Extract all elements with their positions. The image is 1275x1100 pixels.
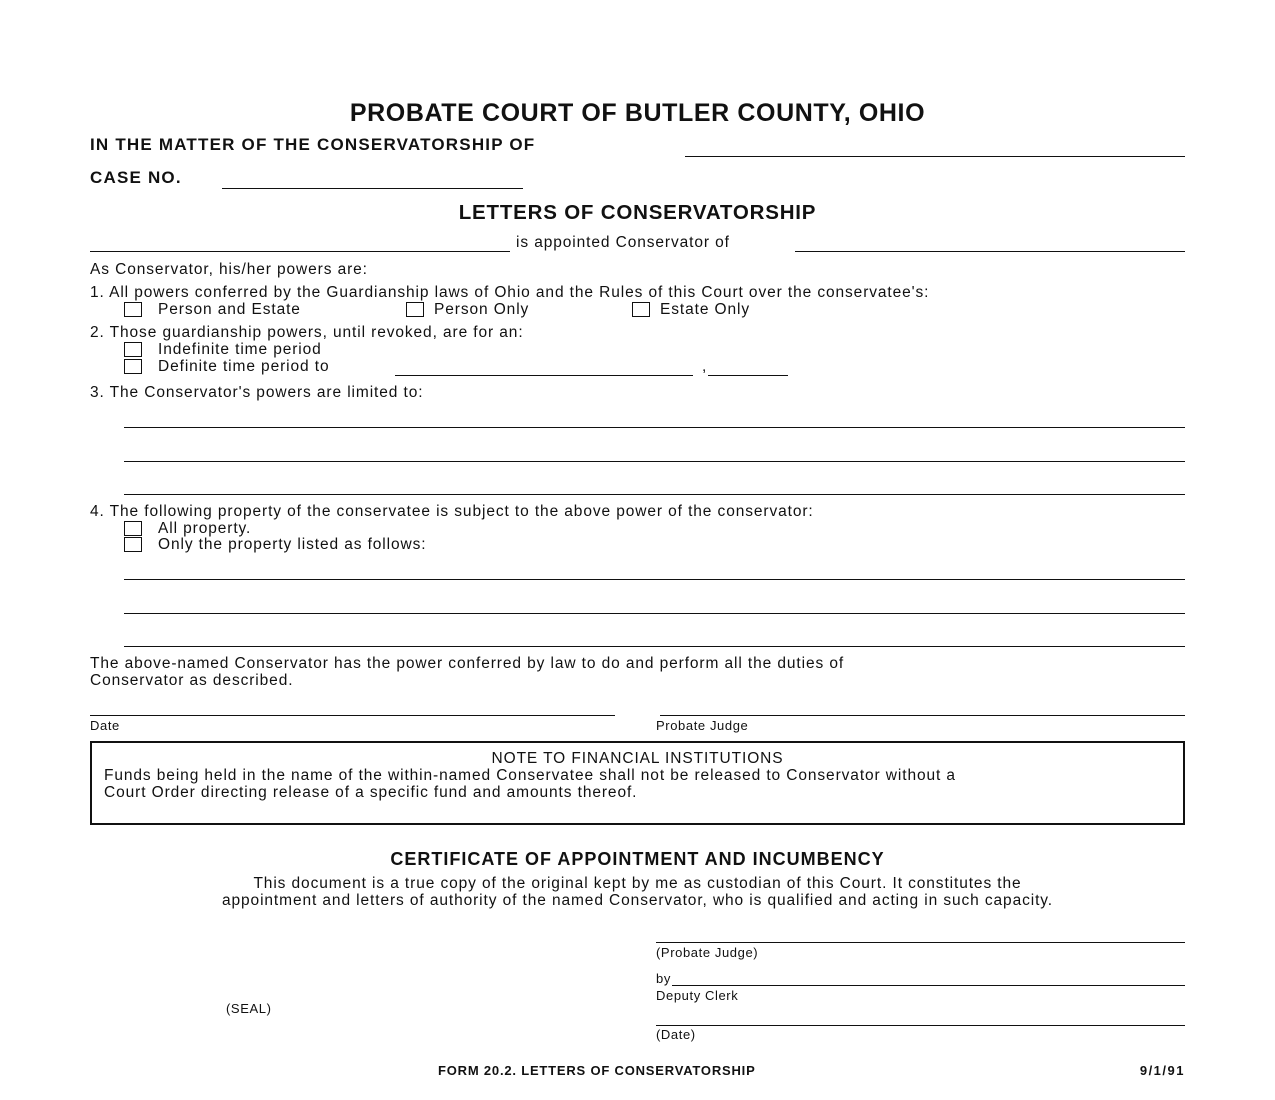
certificate-judge-label: (Probate Judge) bbox=[656, 945, 759, 960]
power-item-3: 3. The Conservator's powers are limited to: bbox=[90, 384, 424, 401]
date-field[interactable] bbox=[90, 715, 615, 716]
definite-year-field[interactable] bbox=[708, 375, 788, 376]
property-line-3[interactable] bbox=[124, 646, 1185, 647]
limits-line-1[interactable] bbox=[124, 427, 1185, 428]
option-label: Indefinite time period bbox=[158, 341, 322, 358]
note-line-1: Funds being held in the name of the within-named Conservatee shall not be released to Conservator without a bbox=[104, 767, 956, 784]
closing-line-1: The above-named Conservator has the power conferred by law to do and perform all the duties of bbox=[90, 655, 845, 672]
limits-line-2[interactable] bbox=[124, 461, 1185, 462]
certificate-title: CERTIFICATE OF APPOINTMENT AND INCUMBENCY bbox=[390, 849, 885, 869]
powers-intro: As Conservator, his/her powers are: bbox=[90, 261, 368, 278]
note-title: NOTE TO FINANCIAL INSTITUTIONS bbox=[491, 750, 784, 767]
certificate-date-field[interactable] bbox=[656, 1025, 1185, 1026]
seal-label: (SEAL) bbox=[226, 1001, 272, 1016]
court-title: PROBATE COURT OF BUTLER COUNTY, OHIO bbox=[349, 99, 926, 127]
option-label: All property. bbox=[158, 520, 252, 537]
footer-form-name: FORM 20.2. LETTERS OF CONSERVATORSHIP bbox=[438, 1063, 756, 1078]
case-no-field[interactable] bbox=[222, 188, 523, 189]
option-label: Definite time period to bbox=[158, 358, 330, 375]
form-title: LETTERS OF CONSERVATORSHIP bbox=[458, 201, 817, 224]
power-item-2: 2. Those guardianship powers, until revoked, are for an: bbox=[90, 324, 524, 341]
comma: , bbox=[702, 358, 708, 375]
footer-form-date: 9/1/91 bbox=[1139, 1063, 1185, 1078]
checkbox-estate-only[interactable] bbox=[632, 302, 650, 317]
probate-judge-label: Probate Judge bbox=[656, 718, 749, 733]
checkbox-definite[interactable] bbox=[124, 359, 142, 374]
option-label: Only the property listed as follows: bbox=[158, 536, 427, 553]
option-label: Person Only bbox=[434, 301, 530, 318]
certificate-judge-field[interactable] bbox=[656, 942, 1185, 943]
probate-judge-signature-field[interactable] bbox=[660, 715, 1185, 716]
certificate-line-2: appointment and letters of authority of the named Conservator, who is qualified and acting in such capacity. bbox=[221, 892, 1053, 909]
appointed-of-field[interactable] bbox=[795, 251, 1185, 252]
property-line-1[interactable] bbox=[124, 579, 1185, 580]
certificate-line-1: This document is a true copy of the original kept by me as custodian of this Court. It constitutes the bbox=[253, 875, 1022, 892]
date-label: Date bbox=[90, 718, 120, 733]
deputy-clerk-field[interactable] bbox=[672, 985, 1185, 986]
case-no-label: CASE NO. bbox=[90, 168, 182, 187]
option-label: Estate Only bbox=[660, 301, 751, 318]
matter-label: IN THE MATTER OF THE CONSERVATORSHIP OF bbox=[90, 135, 536, 154]
conservatee-name-field[interactable] bbox=[685, 156, 1185, 157]
note-line-2: Court Order directing release of a specific fund and amounts thereof. bbox=[104, 784, 638, 801]
conservator-name-field[interactable] bbox=[90, 251, 510, 252]
certificate-date-label: (Date) bbox=[656, 1027, 696, 1042]
power-item-1: 1. All powers conferred by the Guardianship laws of Ohio and the Rules of this Court over the conservatee's: bbox=[90, 284, 930, 301]
option-label: Person and Estate bbox=[158, 301, 301, 318]
checkbox-all-property[interactable] bbox=[124, 521, 142, 536]
appointment-text: is appointed Conservator of bbox=[516, 234, 730, 251]
limits-line-3[interactable] bbox=[124, 494, 1185, 495]
checkbox-listed-property[interactable] bbox=[124, 537, 142, 552]
checkbox-indefinite[interactable] bbox=[124, 342, 142, 357]
definite-date-field[interactable] bbox=[395, 375, 693, 376]
power-item-4: 4. The following property of the conservatee is subject to the above power of the conservator: bbox=[90, 503, 814, 520]
deputy-clerk-label: Deputy Clerk bbox=[656, 988, 739, 1003]
checkbox-person-and-estate[interactable] bbox=[124, 302, 142, 317]
property-line-2[interactable] bbox=[124, 613, 1185, 614]
closing-line-2: Conservator as described. bbox=[90, 672, 294, 689]
checkbox-person-only[interactable] bbox=[406, 302, 424, 317]
by-label: by bbox=[656, 971, 671, 986]
